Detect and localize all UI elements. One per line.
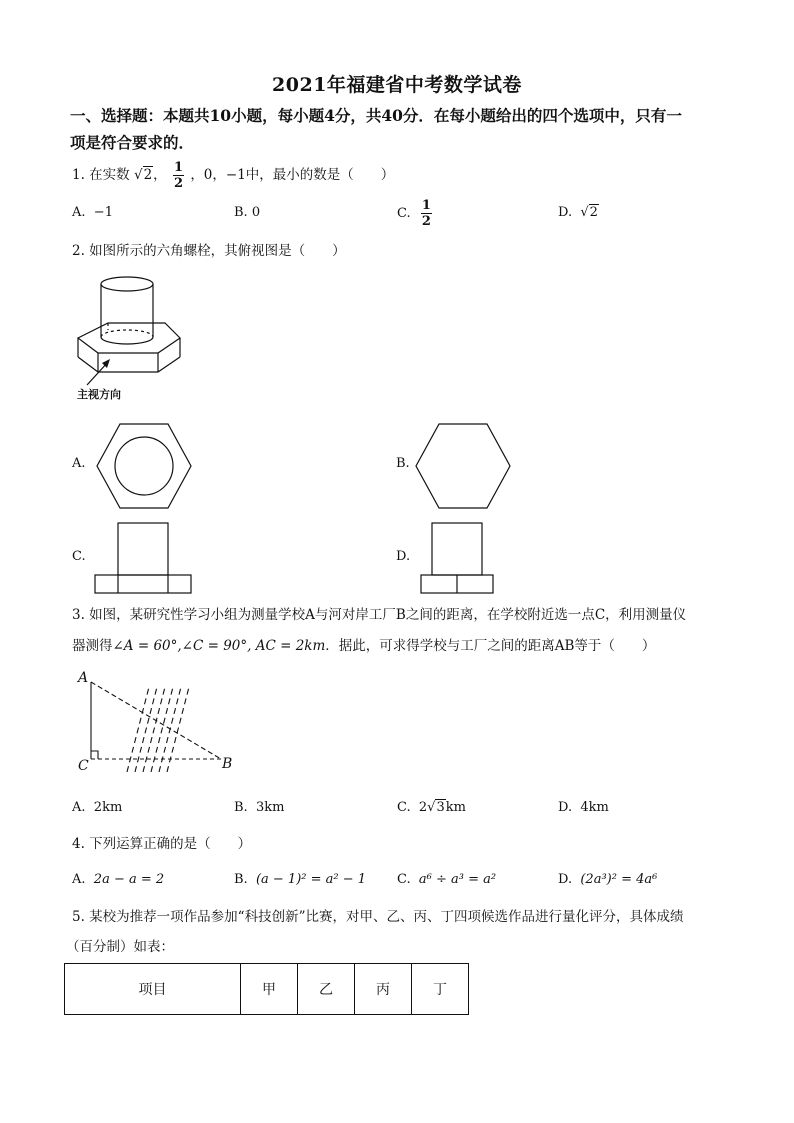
question-4: 4. 下列运算正确的是（ ） (72, 836, 252, 852)
page-title: 2021年福建省中考数学试卷 (272, 74, 522, 96)
sqrt-2: √2 (133, 167, 153, 183)
section-heading (70, 102, 740, 156)
table-header-cell: 丁 (412, 964, 469, 1015)
q1-option-d: D. √2 (558, 205, 598, 220)
table-header-cell: 丙 (355, 964, 412, 1015)
river-triangle-figure (75, 672, 240, 777)
q3-measurements: ∠A = 60°,∠C = 90°, AC = 2km (112, 638, 326, 654)
question-5-line1: 5. 某校为推荐一项作品参加“科技创新”比赛，对甲、乙、丙、丁四项候选作品进行量化评分，具体成绩 (72, 909, 684, 925)
fraction-one-half: $\frac{1}{2}$ (173, 160, 184, 191)
fraction-option-c: $\frac{1}{2}$ (421, 198, 431, 229)
q4-option-b: B. (a − 1)² = a² − 1 (234, 872, 367, 887)
view-direction-label: 主视方向 (77, 388, 121, 401)
q3-option-d: D. 4km (558, 800, 609, 815)
q2-option-d-label: D. (396, 549, 411, 564)
q4-option-a: A. 2a − a = 2 (72, 872, 165, 887)
point-b-label: B (222, 756, 233, 772)
question-3-line1: 3. 如图，某研究性学习小组为测量学校A与河对岸工厂B之间的距离，在学校附近选一点C，利用测量仪 (72, 607, 687, 623)
question-1: 1. 在实数 √2， $\frac{1}{2}$ ，0，−1中，最小的数是（ ） (72, 160, 395, 191)
q2-option-a-label: A. (72, 456, 86, 471)
question-3-line2: 器测得∠A = 60°,∠C = 90°, AC = 2km．据此，可求得学校与工厂之间的距离AB等于（ ） (72, 638, 656, 654)
q4-option-d: D. (2a³)² = 4a⁶ (558, 872, 658, 887)
q2-option-c-figure (94, 522, 194, 594)
point-c-label: C (78, 758, 89, 774)
point-a-label: A (78, 670, 89, 686)
q2-option-b-figure (415, 423, 511, 509)
q2-option-a-figure (96, 423, 192, 509)
sqrt-option-d: √2 (580, 205, 598, 220)
q4-option-c: C. a⁶ ÷ a³ = a² (397, 872, 497, 887)
q1-option-c: C. $\frac{1}{2}$ (397, 198, 431, 229)
section-heading-line2: 项是符合要求的． (70, 133, 195, 152)
q2-option-d-figure (420, 522, 496, 594)
q3-option-a: A. 2km (72, 800, 123, 815)
q1-prefix: 1. 在实数 (72, 167, 130, 183)
question-2: 2. 如图所示的六角螺栓，其俯视图是（ ） (72, 243, 346, 259)
q2-option-b-label: B. (396, 456, 410, 471)
q1-suffix: ，0，−1中，最小的数是（ ） (190, 167, 395, 183)
sqrt-3: √3 (427, 800, 445, 815)
table-header-cell: 乙 (298, 964, 355, 1015)
q2-option-c-label: C. (72, 549, 86, 564)
q3-option-c: C. 2√3km (397, 800, 466, 815)
question-5-line2: （百分制）如表： (66, 939, 174, 955)
q1-option-b: B. 0 (234, 205, 261, 220)
table-header-cell: 项目 (65, 964, 241, 1015)
q3-option-b: B. 3km (234, 800, 285, 815)
q1-option-a: A. −1 (72, 205, 113, 220)
score-table (64, 963, 469, 1015)
section-heading-line1: 一、选择题：本题共10小题，每小题4分，共40分．在每小题给出的四个选项中，只有一 (70, 106, 682, 125)
table-header-cell: 甲 (241, 964, 298, 1015)
table-header-row (65, 964, 469, 1015)
